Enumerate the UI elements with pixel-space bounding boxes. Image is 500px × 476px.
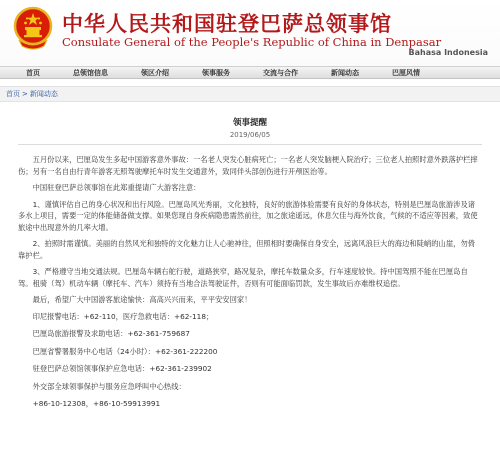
article-title: 领事提醒 [232,118,267,128]
title-divider [18,144,482,145]
nav-item-consular-services[interactable]: 领事服务 [202,68,230,77]
site-title-chinese: 中华人民共和国驻登巴萨总领事馆 [62,12,392,36]
article-body [18,154,482,410]
main-navigation [0,66,500,79]
contact-line: 巴厘岛旅游报警及求助电话：+62-361-759687 [32,329,190,338]
article [0,116,500,410]
nav-item-district-intro[interactable]: 领区介绍 [141,68,169,77]
nav-item-home[interactable]: 首页 [26,68,40,77]
article-paragraph: 最后，希望广大中国游客旅途愉快：高高兴兴而来，平平安安回家！ [32,295,252,304]
nav-item-consulate-info[interactable]: 总领馆信息 [73,68,108,77]
national-emblem-icon[interactable] [13,6,53,50]
language-switch-link[interactable]: Bahasa Indonesia [408,48,488,57]
breadcrumb [0,86,500,102]
breadcrumb-separator: > [22,90,28,98]
nav-item-bali-scenery[interactable]: 巴厘风情 [392,68,420,77]
nav-item-news[interactable]: 新闻动态 [331,68,359,77]
nav-item-exchange-cooperation[interactable]: 交流与合作 [263,68,298,77]
article-paragraph: 1、谨慎评估自己的身心状况和出行风险。巴厘岛风光秀丽，文化独特，良好的旅游体验需要有良好的身体状态，特别是巴厘岛旅游涉及诸多水上项目，需要一定的体能储备做支撑。如果您现自身疾病隐患需然前往，加之旅途遥远，休息欠佳与海外饮食，气候的不适应等因素，致使旅途中出现意外的几率大增。 [18,199,478,232]
contact-line: 印尼报警电话：+62-110，医疗急救电话：+62-118； [32,311,214,321]
contact-line: +86-10-12308，+86-10-59913991 [32,399,161,408]
contact-line: 外交部全球领事保护与服务应急呼叫中心热线： [32,381,186,391]
article-paragraph: 2、拍照时需谨慎。美丽的自然风光和独特的文化魅力让人心驰神往，但照相时要确保自身安全，远离风浪巨大的海边和陡峭的山崖，勿倚靠护栏。 [18,239,476,260]
breadcrumb-news-link[interactable]: 新闻动态 [29,90,58,98]
article-paragraph: 五月份以来，巴厘岛发生多起中国游客意外事故：一名老人突发心脏病死亡；一名老人突发脑梗入院治疗；三位老人拍照时意外跌落护栏摔伤；另有一名自由行青年游客无照驾驶摩托车时发生交通意外，致同伴头部创伤进行开颅医治等。 [18,155,478,176]
site-header [0,0,500,66]
contact-line: 驻登巴萨总领馆领事保护应急电话：+62-361-239902 [32,364,212,373]
breadcrumb-home-link[interactable]: 首页 [6,90,20,98]
article-paragraph: 中国驻登巴萨总领事馆在此郑重提请广大游客注意： [32,183,201,192]
article-date: 2019/06/05 [229,131,271,139]
site-title-english: Consulate General of the People's Republic of China in Denpasar [62,35,442,49]
contact-line: 巴厘省警署服务中心电话（24小时）：+62-361-222200 [32,346,218,356]
article-paragraph: 3、严格遵守当地交通法规。巴厘岛车辆右舵行驶，道路狭窄，路况复杂，摩托车数量众多，行车速度较快。持中国驾照不能在巴厘岛自驾。租骑（驾）机动车辆（摩托车、汽车）须持有当地合法驾驶证件，否则有可能面临罚款，发生事故后亦难维权追偿。 [18,267,468,288]
